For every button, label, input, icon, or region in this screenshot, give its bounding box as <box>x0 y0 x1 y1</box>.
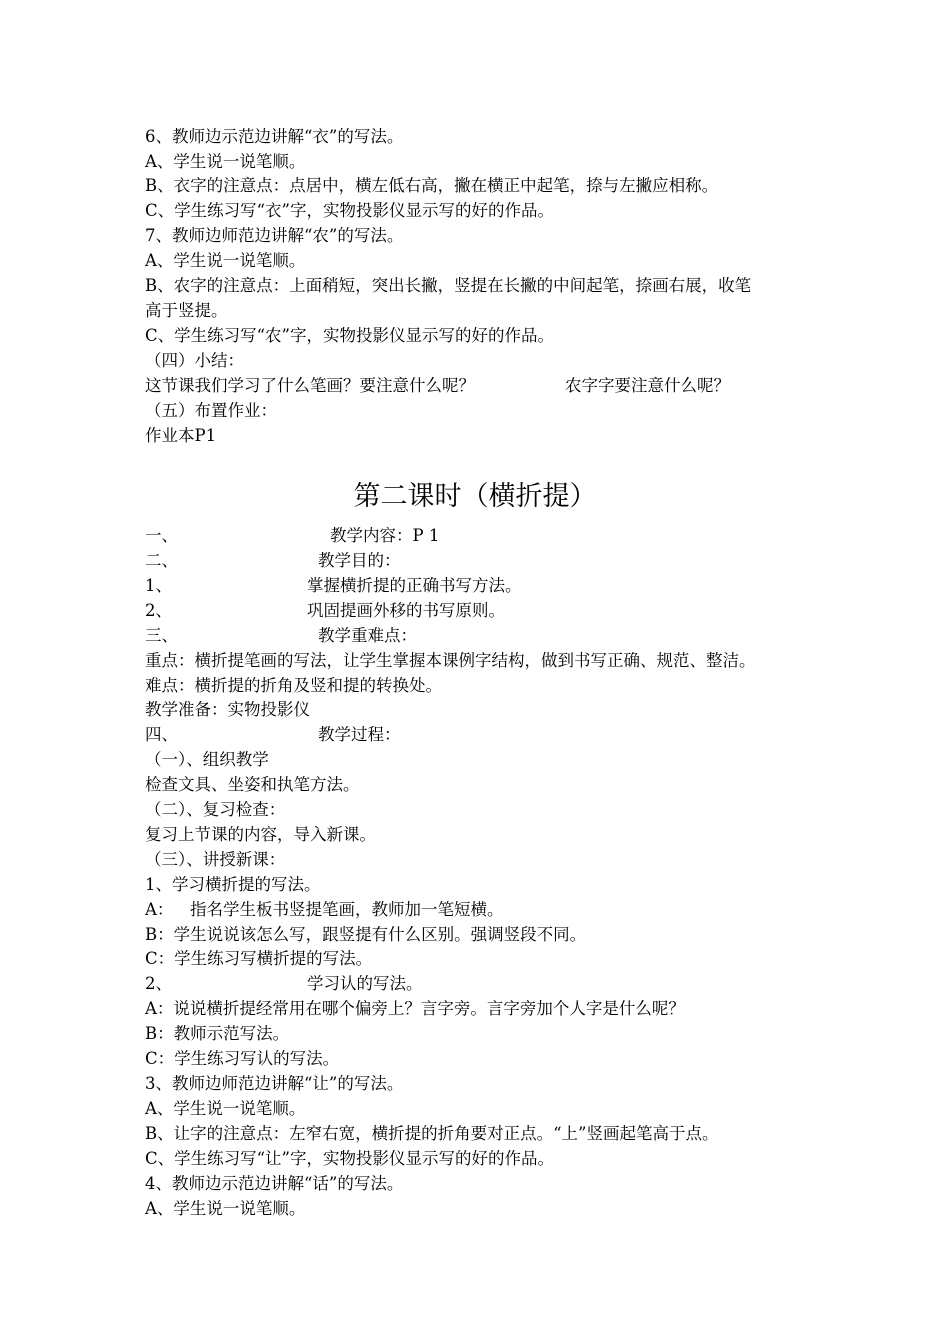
text-line: 3、教师边师范边讲解“让”的写法。 <box>145 1074 404 1093</box>
text-line: C、学生练习写“衣”字，实物投影仪显示写的好的作品。 <box>145 201 554 220</box>
text-line: 指名学生板书竖提笔画，教师加一笔短横。 <box>190 900 504 919</box>
text-line: 教学准备：实物投影仪 <box>145 700 310 719</box>
item-text: 教学目的： <box>318 551 401 570</box>
item-number: 1、 <box>145 576 172 595</box>
item-text: 掌握横折提的正确书写方法。 <box>307 576 522 595</box>
item-number: 一、 <box>145 526 178 545</box>
text-line: B、农字的注意点：上面稍短，突出长撇，竖提在长撇的中间起笔，捺画右展，收笔 <box>145 276 752 295</box>
text-line: 难点：横折提的折角及竖和提的转换处。 <box>145 676 442 695</box>
text-line: 复习上节课的内容，导入新课。 <box>145 825 376 844</box>
text-line: B：教师示范写法。 <box>145 1024 290 1043</box>
text-line: A、学生说一说笔顺。 <box>145 1099 306 1118</box>
text-line: A、学生说一说笔顺。 <box>145 1199 306 1218</box>
text-line: B、让字的注意点：左窄右宽，横折提的折角要对正点。“上”竖画起笔高于点。 <box>145 1124 719 1143</box>
text-line: C：学生练习写横折提的写法。 <box>145 949 373 968</box>
text-line: C、学生练习写“让”字，实物投影仪显示写的好的作品。 <box>145 1149 554 1168</box>
item-label: A： <box>145 900 174 919</box>
item-text: 教学过程： <box>318 725 401 744</box>
item-text: 学习认的写法。 <box>307 974 423 993</box>
text-line: A、学生说一说笔顺。 <box>145 251 306 270</box>
text-line: B、衣字的注意点：点居中，横左低右高，撇在横正中起笔，捺与左撇应相称。 <box>145 176 719 195</box>
item-text: 教学重难点： <box>318 626 417 645</box>
text-line: 重点：横折提笔画的写法，让学生掌握本课例字结构，做到书写正确、规范、整洁。 <box>145 651 756 670</box>
text-line: 1、学习横折提的写法。 <box>145 875 321 894</box>
section-heading: （一）、组织教学 <box>145 750 269 769</box>
section-heading: （四）小结： <box>145 351 244 370</box>
summary-question-1: 这节课我们学习了什么笔画？要注意什么呢？ <box>145 376 475 395</box>
text-line: C、学生练习写“农”字，实物投影仪显示写的好的作品。 <box>145 326 554 345</box>
text-line: 7、教师边师范边讲解“农”的写法。 <box>145 226 404 245</box>
text-line: 检查文具、坐姿和执笔方法。 <box>145 775 360 794</box>
item-number: 三、 <box>145 626 178 645</box>
text-line: 6、教师边示范边讲解“衣”的写法。 <box>145 127 404 146</box>
section-heading: （二）、复习检查： <box>145 800 286 819</box>
text-line: A：说说横折提经常用在哪个偏旁上？言字旁。言字旁加个人字是什么呢？ <box>145 999 685 1018</box>
item-text: 巩固提画外移的书写原则。 <box>307 601 505 620</box>
item-number: 二、 <box>145 551 178 570</box>
text-line: A、学生说一说笔顺。 <box>145 152 306 171</box>
summary-question-2: 农字字要注意什么呢？ <box>565 376 730 395</box>
text-line: 高于竖提。 <box>145 301 228 320</box>
section-heading: （三）、讲授新课： <box>145 850 286 869</box>
text-line: B：学生说说该怎么写，跟竖提有什么区别。强调竖段不同。 <box>145 925 587 944</box>
section-heading: （五）布置作业： <box>145 401 277 420</box>
text-line: C：学生练习写认的写法。 <box>145 1049 340 1068</box>
item-number: 四、 <box>145 725 178 744</box>
homework-text: 作业本P1 <box>145 426 217 445</box>
item-text: 教学内容：P 1 <box>330 526 440 545</box>
text-line: 4、教师边示范边讲解“话”的写法。 <box>145 1174 404 1193</box>
lesson-title: 第二课时（横折提） <box>353 481 597 512</box>
item-number: 2、 <box>145 974 172 993</box>
item-number: 2、 <box>145 601 172 620</box>
